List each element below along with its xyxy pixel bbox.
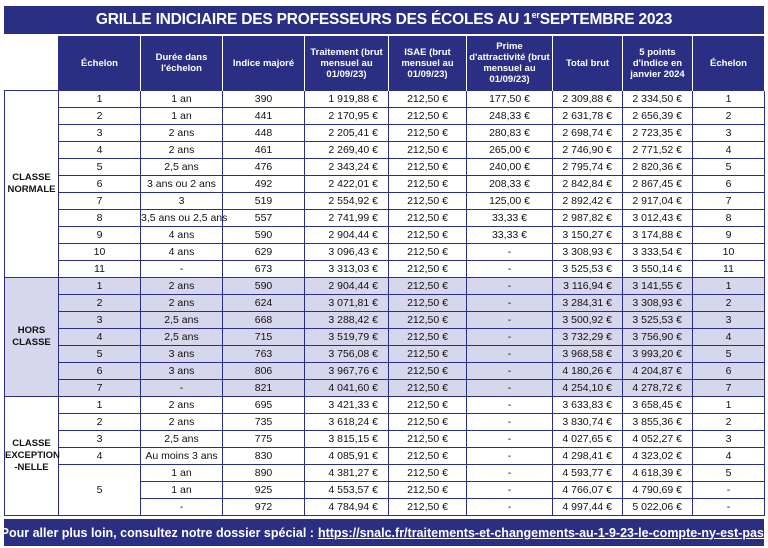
cell-points-2024: 3 658,45 € — [623, 397, 693, 414]
cell-echelon-right: - — [693, 499, 765, 516]
cell-total: 3 284,31 € — [553, 295, 623, 312]
cell-echelon: 7 — [59, 380, 141, 397]
cell-traitement: 2 554,92 € — [305, 193, 389, 210]
cell-prime: - — [467, 261, 553, 278]
cell-indice: 972 — [223, 499, 305, 516]
cell-indice: 763 — [223, 346, 305, 363]
cell-total: 3 150,27 € — [553, 227, 623, 244]
cell-points-2024: 4 790,69 € — [623, 482, 693, 499]
cell-echelon: 3 — [59, 431, 141, 448]
cell-prime: - — [467, 244, 553, 261]
cell-indice: 830 — [223, 448, 305, 465]
cell-duree: 2,5 ans — [141, 431, 223, 448]
cell-isae: 212,50 € — [389, 125, 467, 142]
cell-total: 2 631,78 € — [553, 108, 623, 125]
cell-duree: 3 ans — [141, 346, 223, 363]
cell-prime: 33,33 € — [467, 227, 553, 244]
cell-indice: 492 — [223, 176, 305, 193]
cell-traitement: 3 967,76 € — [305, 363, 389, 380]
cell-prime: 125,00 € — [467, 193, 553, 210]
cell-echelon: 9 — [59, 227, 141, 244]
cell-duree: 2 ans — [141, 125, 223, 142]
cell-echelon-right: 1 — [693, 91, 765, 108]
cell-total: 4 997,44 € — [553, 499, 623, 516]
cell-points-2024: 3 855,36 € — [623, 414, 693, 431]
cell-points-2024: 5 022,06 € — [623, 499, 693, 516]
cell-isae: 212,50 € — [389, 380, 467, 397]
cell-echelon: 6 — [59, 176, 141, 193]
cell-echelon: 11 — [59, 261, 141, 278]
header-isae: ISAE (brut mensuel au 01/09/23) — [389, 36, 467, 91]
cell-echelon: 1 — [59, 278, 141, 295]
cell-points-2024: 3 756,90 € — [623, 329, 693, 346]
group-label: CLASSE EXCEPTION -NELLE — [5, 397, 59, 516]
cell-isae: 212,50 € — [389, 448, 467, 465]
table-row — [5, 261, 765, 278]
cell-points-2024: 3 525,53 € — [623, 312, 693, 329]
cell-prime: - — [467, 397, 553, 414]
cell-points-2024: 2 917,04 € — [623, 193, 693, 210]
cell-echelon-right: 3 — [693, 431, 765, 448]
table-row — [5, 159, 765, 176]
cell-echelon: 2 — [59, 295, 141, 312]
cell-duree: 2,5 ans — [141, 312, 223, 329]
cell-echelon-right: 4 — [693, 448, 765, 465]
cell-total: 4 180,26 € — [553, 363, 623, 380]
group-label: HORS CLASSE — [5, 278, 59, 397]
cell-duree: - — [141, 380, 223, 397]
cell-duree: 2 ans — [141, 414, 223, 431]
cell-indice: 735 — [223, 414, 305, 431]
group-label: CLASSE NORMALE — [5, 91, 59, 278]
cell-isae: 212,50 € — [389, 176, 467, 193]
cell-traitement: 4 085,91 € — [305, 448, 389, 465]
cell-duree: 1 an — [141, 91, 223, 108]
cell-points-2024: 4 278,72 € — [623, 380, 693, 397]
cell-points-2024: 2 820,36 € — [623, 159, 693, 176]
cell-echelon-right: 4 — [693, 142, 765, 159]
cell-prime: 208,33 € — [467, 176, 553, 193]
cell-isae: 212,50 € — [389, 142, 467, 159]
cell-points-2024: 2 867,45 € — [623, 176, 693, 193]
cell-prime: - — [467, 329, 553, 346]
cell-echelon-right: 7 — [693, 193, 765, 210]
cell-traitement: 4 381,27 € — [305, 465, 389, 482]
cell-isae: 212,50 € — [389, 193, 467, 210]
cell-prime: - — [467, 312, 553, 329]
cell-traitement: 1 919,88 € — [305, 91, 389, 108]
cell-isae: 212,50 € — [389, 465, 467, 482]
cell-traitement: 4 041,60 € — [305, 380, 389, 397]
cell-total: 3 500,92 € — [553, 312, 623, 329]
cell-prime: - — [467, 363, 553, 380]
cell-points-2024: 4 323,02 € — [623, 448, 693, 465]
cell-isae: 212,50 € — [389, 346, 467, 363]
cell-echelon: 4 — [59, 142, 141, 159]
cell-echelon: 1 — [59, 397, 141, 414]
header-indice: Indice majoré — [223, 36, 305, 91]
cell-echelon: 5 — [59, 159, 141, 176]
cell-echelon-right: 4 — [693, 329, 765, 346]
cell-points-2024: 3 550,14 € — [623, 261, 693, 278]
cell-prime: 248,33 € — [467, 108, 553, 125]
cell-isae: 212,50 € — [389, 278, 467, 295]
page-title — [4, 6, 764, 34]
cell-indice: 557 — [223, 210, 305, 227]
table-row — [5, 329, 765, 346]
cell-duree: 2 ans — [141, 278, 223, 295]
cell-points-2024: 3 012,43 € — [623, 210, 693, 227]
cell-points-2024: 3 174,88 € — [623, 227, 693, 244]
cell-indice: 390 — [223, 91, 305, 108]
cell-echelon: 5 — [59, 346, 141, 363]
cell-echelon-right: 7 — [693, 380, 765, 397]
cell-points-2024: 3 308,93 € — [623, 295, 693, 312]
table-row — [5, 448, 765, 465]
cell-total: 4 766,07 € — [553, 482, 623, 499]
cell-total: 3 830,74 € — [553, 414, 623, 431]
cell-traitement: 2 904,44 € — [305, 278, 389, 295]
cell-echelon: 3 — [59, 125, 141, 142]
cell-traitement: 3 815,15 € — [305, 431, 389, 448]
cell-isae: 212,50 € — [389, 244, 467, 261]
table-row — [5, 431, 765, 448]
cell-prime: - — [467, 278, 553, 295]
cell-points-2024: 3 993,20 € — [623, 346, 693, 363]
cell-indice: 821 — [223, 380, 305, 397]
cell-prime: - — [467, 380, 553, 397]
cell-echelon-right: 2 — [693, 108, 765, 125]
cell-echelon: 4 — [59, 448, 141, 465]
cell-duree: 2 ans — [141, 397, 223, 414]
cell-duree: Au moins 3 ans — [141, 448, 223, 465]
cell-indice: 695 — [223, 397, 305, 414]
cell-prime: - — [467, 295, 553, 312]
cell-prime: 280,83 € — [467, 125, 553, 142]
table-row — [5, 193, 765, 210]
title-superscript: er — [531, 10, 540, 20]
cell-duree: 2,5 ans — [141, 159, 223, 176]
cell-points-2024: 2 771,52 € — [623, 142, 693, 159]
cell-echelon-right: 2 — [693, 414, 765, 431]
cell-traitement: 2 904,44 € — [305, 227, 389, 244]
cell-echelon: 6 — [59, 363, 141, 380]
header-echelon: Échelon — [59, 36, 141, 91]
cell-points-2024: 4 052,27 € — [623, 431, 693, 448]
cell-traitement: 2 269,40 € — [305, 142, 389, 159]
table-row — [5, 227, 765, 244]
cell-isae: 212,50 € — [389, 363, 467, 380]
cell-duree: 4 ans — [141, 227, 223, 244]
cell-isae: 212,50 € — [389, 159, 467, 176]
cell-traitement: 3 519,79 € — [305, 329, 389, 346]
cell-points-2024: 4 204,87 € — [623, 363, 693, 380]
cell-echelon-right: 2 — [693, 295, 765, 312]
cell-isae: 212,50 € — [389, 295, 467, 312]
cell-points-2024: 3 333,54 € — [623, 244, 693, 261]
cell-indice: 519 — [223, 193, 305, 210]
cell-duree: 1 an — [141, 108, 223, 125]
cell-traitement: 2 741,99 € — [305, 210, 389, 227]
header-row — [5, 36, 765, 91]
cell-total: 4 254,10 € — [553, 380, 623, 397]
cell-indice: 715 — [223, 329, 305, 346]
cell-total: 2 987,82 € — [553, 210, 623, 227]
header-points-2024: 5 points d'indice en janvier 2024 — [623, 36, 693, 91]
cell-duree: 1 an — [141, 465, 223, 482]
cell-echelon: 3 — [59, 312, 141, 329]
cell-duree: 2,5 ans — [141, 329, 223, 346]
cell-total: 4 298,41 € — [553, 448, 623, 465]
cell-total: 2 795,74 € — [553, 159, 623, 176]
cell-indice: 629 — [223, 244, 305, 261]
cell-total: 3 308,93 € — [553, 244, 623, 261]
header-echelon-right: Échelon — [693, 36, 765, 91]
cell-total: 3 732,29 € — [553, 329, 623, 346]
cell-total: 4 027,65 € — [553, 431, 623, 448]
cell-total: 2 309,88 € — [553, 91, 623, 108]
cell-echelon-right: 5 — [693, 346, 765, 363]
table-row — [5, 363, 765, 380]
cell-duree: 3 ans ou 2 ans — [141, 176, 223, 193]
cell-indice: 673 — [223, 261, 305, 278]
cell-echelon: 1 — [59, 91, 141, 108]
cell-total: 2 842,84 € — [553, 176, 623, 193]
cell-total: 3 968,58 € — [553, 346, 623, 363]
cell-traitement: 2 205,41 € — [305, 125, 389, 142]
table-row — [5, 278, 765, 295]
cell-echelon: 2 — [59, 108, 141, 125]
cell-total: 3 116,94 € — [553, 278, 623, 295]
table-row — [5, 108, 765, 125]
cell-duree: 3 — [141, 193, 223, 210]
cell-indice: 668 — [223, 312, 305, 329]
cell-echelon-right: 9 — [693, 227, 765, 244]
cell-total: 3 633,83 € — [553, 397, 623, 414]
cell-prime: - — [467, 465, 553, 482]
footer-link[interactable]: https://snalc.fr/traitements-et-changements-au-1-9-23-le-compte-ny-est-pas/ — [317, 525, 768, 540]
cell-prime: - — [467, 346, 553, 363]
cell-echelon-right: 3 — [693, 312, 765, 329]
cell-duree: 2 ans — [141, 142, 223, 159]
cell-isae: 212,50 € — [389, 397, 467, 414]
cell-traitement: 3 756,08 € — [305, 346, 389, 363]
cell-echelon-right: - — [693, 482, 765, 499]
cell-prime: - — [467, 499, 553, 516]
cell-prime: - — [467, 414, 553, 431]
table-row — [5, 397, 765, 414]
cell-isae: 212,50 € — [389, 312, 467, 329]
cell-traitement: 3 071,81 € — [305, 295, 389, 312]
cell-duree: - — [141, 261, 223, 278]
cell-indice: 448 — [223, 125, 305, 142]
cell-traitement: 3 096,43 € — [305, 244, 389, 261]
table-row — [5, 176, 765, 193]
cell-indice: 890 — [223, 465, 305, 482]
footer-text: Pour aller plus loin, consultez notre dossier spécial : — [0, 525, 314, 540]
cell-isae: 212,50 € — [389, 91, 467, 108]
table-row — [5, 142, 765, 159]
table-row — [5, 312, 765, 329]
cell-echelon-right: 11 — [693, 261, 765, 278]
cell-isae: 212,50 € — [389, 414, 467, 431]
cell-duree: 2 ans — [141, 295, 223, 312]
cell-prime: 33,33 € — [467, 210, 553, 227]
title-tail: SEPTEMBRE 2023 — [539, 11, 673, 28]
cell-traitement: 4 784,94 € — [305, 499, 389, 516]
table-row — [5, 91, 765, 108]
cell-echelon: 10 — [59, 244, 141, 261]
table-row — [5, 210, 765, 227]
cell-duree: 3 ans — [141, 363, 223, 380]
header-traitement: Traitement (brut mensuel au 01/09/23) — [305, 36, 389, 91]
header-prime: Prime d'attractivité (brut mensuel au 01/09/23) — [467, 36, 553, 91]
cell-indice: 590 — [223, 227, 305, 244]
cell-traitement: 4 553,57 € — [305, 482, 389, 499]
cell-total: 2 892,42 € — [553, 193, 623, 210]
cell-echelon-right: 6 — [693, 363, 765, 380]
cell-isae: 212,50 € — [389, 227, 467, 244]
cell-prime: 240,00 € — [467, 159, 553, 176]
cell-traitement: 2 343,24 € — [305, 159, 389, 176]
table-row — [5, 380, 765, 397]
salary-grid-table — [4, 36, 765, 516]
cell-indice: 461 — [223, 142, 305, 159]
cell-traitement: 3 288,42 € — [305, 312, 389, 329]
cell-prime: - — [467, 448, 553, 465]
cell-duree: 3,5 ans ou 2,5 ans — [141, 210, 223, 227]
cell-isae: 212,50 € — [389, 482, 467, 499]
title-main: GRILLE INDICIAIRE DES PROFESSEURS DES ÉCOLES AU 1 — [95, 11, 532, 28]
cell-isae: 212,50 € — [389, 261, 467, 278]
table-row — [5, 125, 765, 142]
footer-banner — [0, 519, 768, 546]
cell-echelon-right: 3 — [693, 125, 765, 142]
cell-points-2024: 3 141,55 € — [623, 278, 693, 295]
cell-indice: 925 — [223, 482, 305, 499]
cell-traitement: 2 422,01 € — [305, 176, 389, 193]
cell-indice: 441 — [223, 108, 305, 125]
cell-points-2024: 2 656,39 € — [623, 108, 693, 125]
cell-isae: 212,50 € — [389, 329, 467, 346]
cell-isae: 212,50 € — [389, 210, 467, 227]
cell-echelon-right: 5 — [693, 159, 765, 176]
cell-echelon-right: 5 — [693, 465, 765, 482]
table-row — [5, 465, 765, 482]
cell-indice: 775 — [223, 431, 305, 448]
table-row — [5, 414, 765, 431]
cell-indice: 624 — [223, 295, 305, 312]
cell-duree: 1 an — [141, 482, 223, 499]
cell-total: 4 593,77 € — [553, 465, 623, 482]
table-row — [5, 346, 765, 363]
cell-points-2024: 2 334,50 € — [623, 91, 693, 108]
table-row — [5, 244, 765, 261]
cell-echelon-right: 1 — [693, 278, 765, 295]
cell-indice: 476 — [223, 159, 305, 176]
cell-points-2024: 4 618,39 € — [623, 465, 693, 482]
group-header-cell — [5, 36, 59, 91]
cell-prime: - — [467, 431, 553, 448]
cell-isae: 212,50 € — [389, 431, 467, 448]
cell-echelon: 4 — [59, 329, 141, 346]
cell-indice: 590 — [223, 278, 305, 295]
cell-echelon: 8 — [59, 210, 141, 227]
cell-isae: 212,50 € — [389, 499, 467, 516]
cell-echelon-right: 8 — [693, 210, 765, 227]
cell-traitement: 3 313,03 € — [305, 261, 389, 278]
cell-echelon-right: 1 — [693, 397, 765, 414]
cell-echelon: 7 — [59, 193, 141, 210]
cell-prime: - — [467, 482, 553, 499]
cell-prime: 177,50 € — [467, 91, 553, 108]
cell-isae: 212,50 € — [389, 108, 467, 125]
cell-total: 2 698,74 € — [553, 125, 623, 142]
cell-points-2024: 2 723,35 € — [623, 125, 693, 142]
cell-echelon: 5 — [59, 465, 141, 516]
cell-total: 3 525,53 € — [553, 261, 623, 278]
cell-duree: 4 ans — [141, 244, 223, 261]
cell-duree: - — [141, 499, 223, 516]
cell-echelon: 2 — [59, 414, 141, 431]
table-row — [5, 295, 765, 312]
cell-traitement: 3 421,33 € — [305, 397, 389, 414]
cell-prime: 265,00 € — [467, 142, 553, 159]
cell-traitement: 3 618,24 € — [305, 414, 389, 431]
cell-traitement: 2 170,95 € — [305, 108, 389, 125]
cell-total: 2 746,90 € — [553, 142, 623, 159]
header-duree: Durée dans l'échelon — [141, 36, 223, 91]
cell-echelon-right: 10 — [693, 244, 765, 261]
table-body — [5, 91, 765, 516]
cell-indice: 806 — [223, 363, 305, 380]
header-total: Total brut — [553, 36, 623, 91]
cell-echelon-right: 6 — [693, 176, 765, 193]
